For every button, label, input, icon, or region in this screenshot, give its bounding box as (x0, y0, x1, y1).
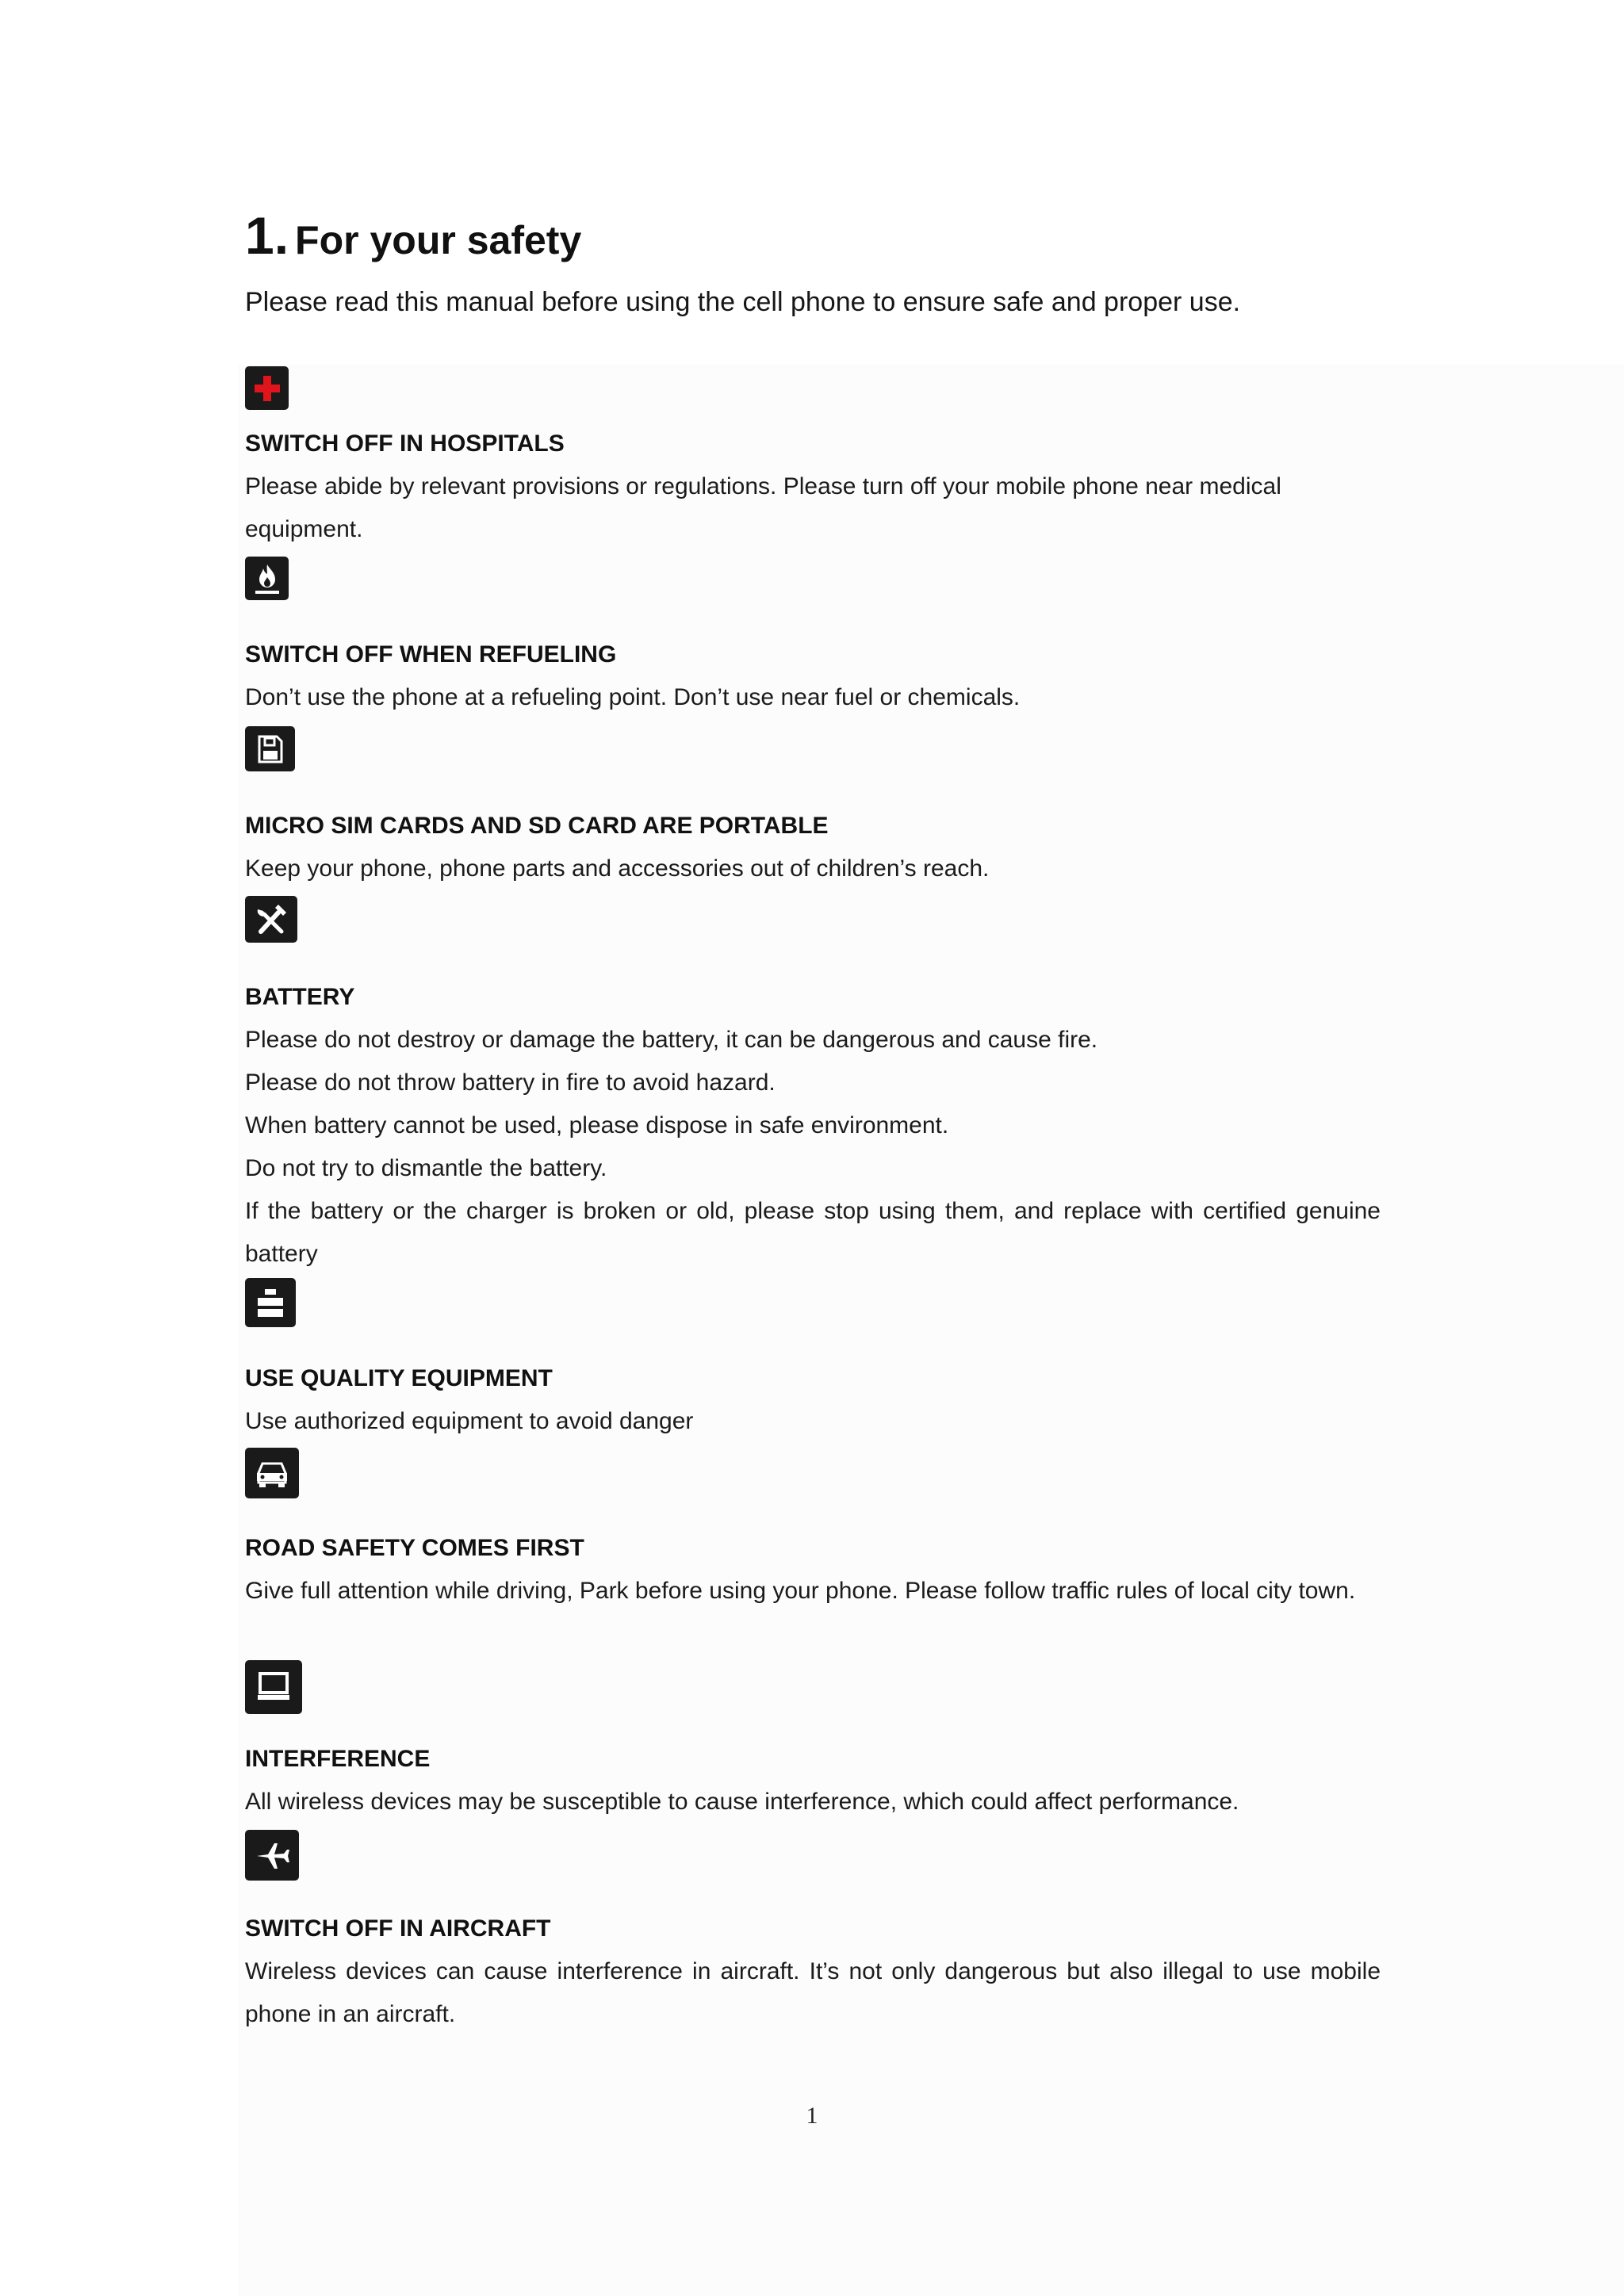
safety-item-body (245, 1950, 1381, 2036)
safety-item-battery (245, 896, 1381, 1276)
safety-item-text: Wireless devices can cause interference in aircraft. It’s not only dangerous but also illegal to use mobile phone in an aircraft. (245, 1958, 1381, 2027)
safety-item-text: All wireless devices may be susceptible to cause interference, which could affect performance. (245, 1789, 1239, 1815)
safety-item-hospitals (245, 366, 1381, 551)
safety-item-text: Use authorized equipment to avoid danger (245, 1408, 694, 1434)
safety-item-title: MICRO SIM CARDS AND SD CARD ARE PORTABLE (245, 813, 829, 839)
safety-item-title: SWITCH OFF IN AIRCRAFT (245, 1915, 551, 1942)
safety-item-text: Don’t use the phone at a refueling point. Don’t use near fuel or chemicals. (245, 684, 1021, 710)
safety-item-text: Give full attention while driving, Park before using your phone. Please follow traffic rules of local city town. (245, 1578, 1356, 1604)
safety-item-interference (245, 1660, 1381, 1823)
safety-item-text: Please do not throw battery in fire to avoid hazard. (245, 1070, 776, 1096)
section-title: For your safety (295, 218, 582, 262)
intro-text: Please read this manual before using the cell phone to ensure safe and proper use. (245, 287, 1241, 317)
safety-item-body (245, 676, 1381, 719)
safety-item-text: When battery cannot be used, please dispose in safe environment. (245, 1112, 949, 1138)
safety-item-body (245, 848, 1381, 890)
quality-equipment-icon (245, 1278, 296, 1327)
monitor-icon (245, 1660, 302, 1714)
tools-icon (245, 896, 297, 943)
safety-item-refueling (245, 557, 1381, 719)
safety-item-title: USE QUALITY EQUIPMENT (245, 1365, 553, 1391)
airplane-icon (245, 1830, 299, 1881)
safety-item-body (245, 1400, 1381, 1443)
safety-item-text: Keep your phone, phone parts and accessories out of children’s reach. (245, 855, 990, 882)
safety-item-title: SWITCH OFF WHEN REFUELING (245, 641, 617, 668)
safety-item-sim-cards (245, 726, 1381, 890)
safety-item-quality-equipment (245, 1278, 1381, 1443)
safety-item-text: If the battery or the charger is broken or old, please stop using them, and replace with certified genuine battery (245, 1198, 1381, 1267)
car-icon (245, 1448, 299, 1498)
safety-item-title: BATTERY (245, 984, 355, 1010)
safety-item-title: INTERFERENCE (245, 1746, 431, 1772)
safety-item-aircraft (245, 1830, 1381, 2036)
page-title (245, 206, 582, 265)
safety-item-text: Please abide by relevant provisions or regulations. Please turn off your mobile phone near medical equipment. (245, 473, 1281, 542)
page-number: 1 (806, 2103, 818, 2129)
sim-card-icon (245, 726, 295, 771)
safety-item-text: Do not try to dismantle the battery. (245, 1155, 607, 1181)
safety-item-text: Please do not destroy or damage the battery, it can be dangerous and cause fire. (245, 1027, 1098, 1053)
section-number: 1. (245, 206, 289, 265)
safety-item-title: SWITCH OFF IN HOSPITALS (245, 430, 565, 457)
fuel-flame-icon (245, 557, 289, 600)
safety-item-body (245, 1570, 1381, 1613)
safety-item-road-safety (245, 1448, 1381, 1613)
safety-item-body (245, 465, 1381, 551)
safety-item-title: ROAD SAFETY COMES FIRST (245, 1535, 584, 1561)
safety-item-body (245, 1781, 1381, 1823)
safety-item-body (245, 1019, 1381, 1276)
hospital-cross-icon (245, 366, 289, 410)
